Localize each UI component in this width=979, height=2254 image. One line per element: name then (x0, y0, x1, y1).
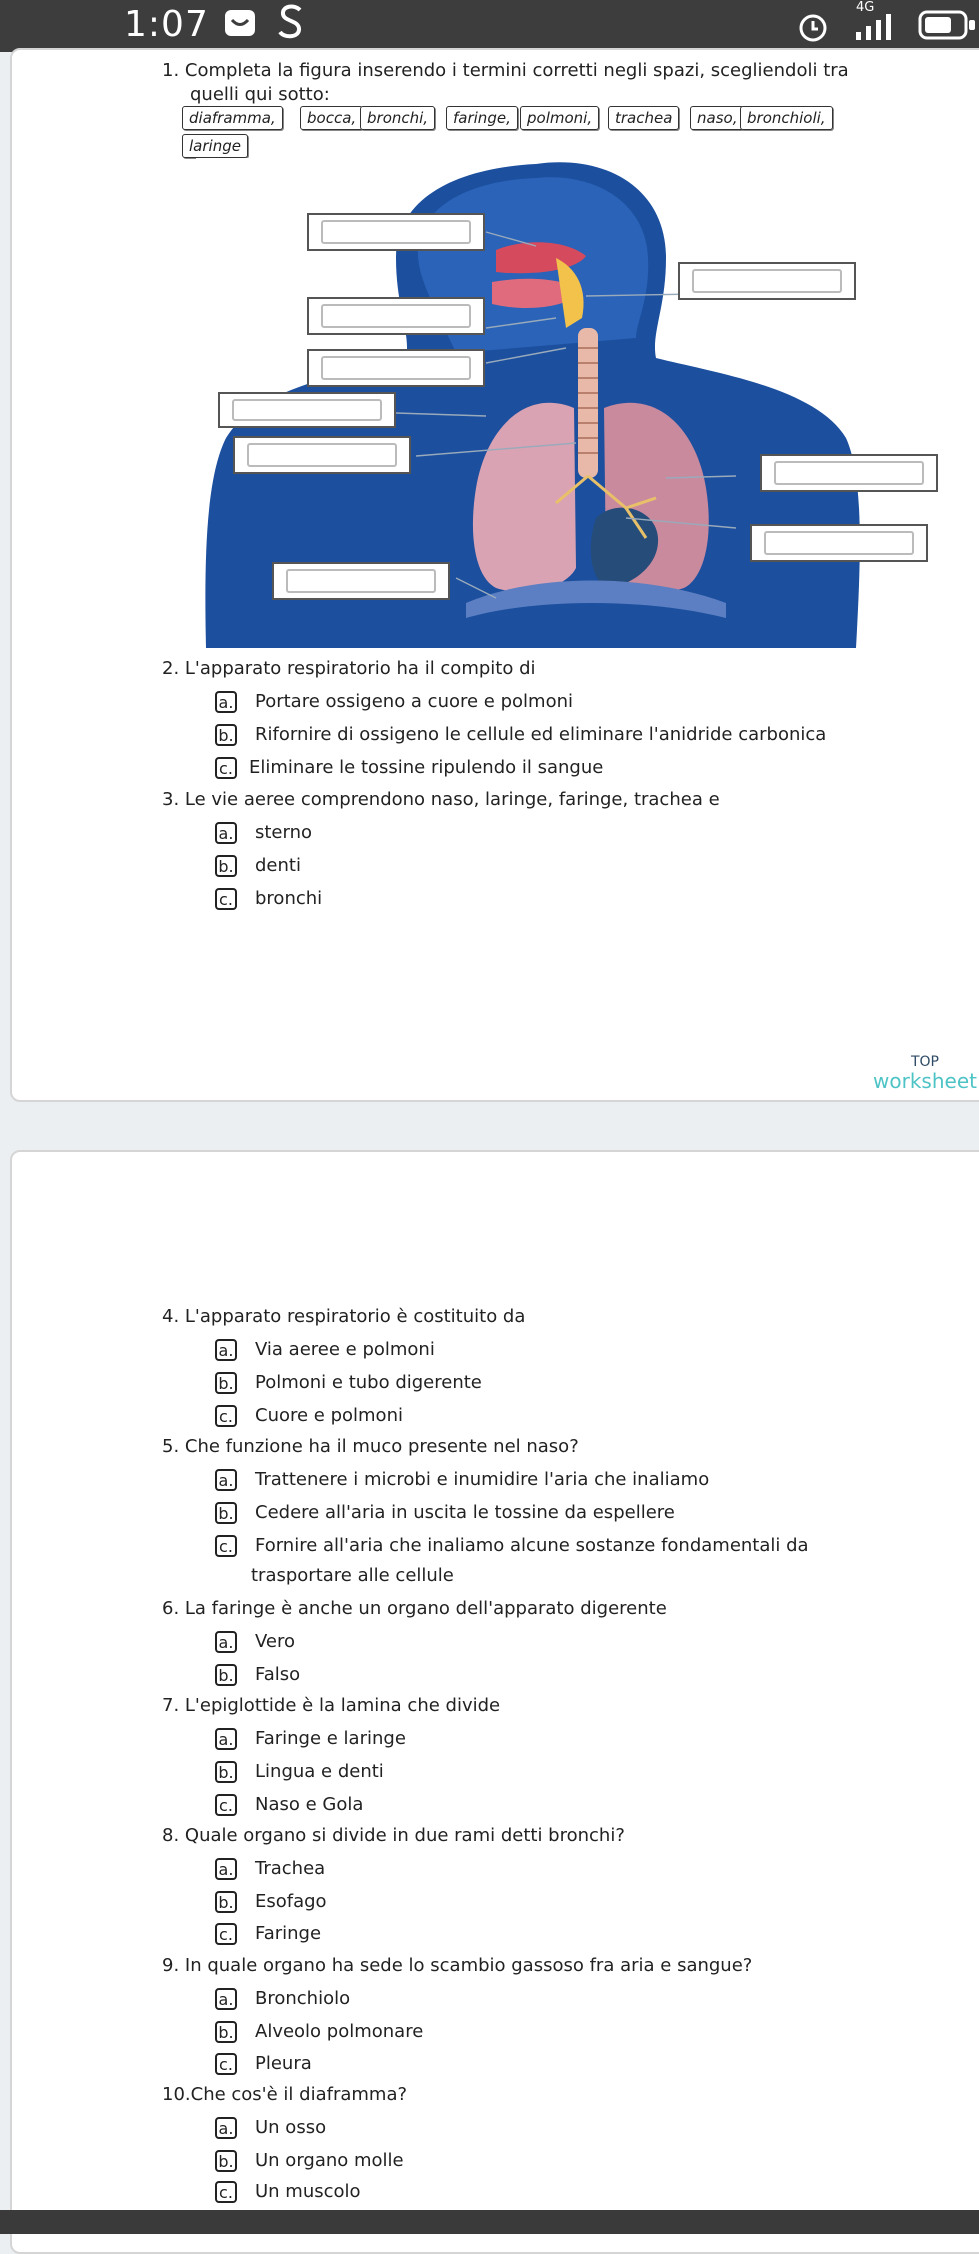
option-text-continued: trasportare alle cellule (251, 1565, 454, 1586)
option-text: Falso (255, 1664, 301, 1685)
answer-option[interactable] (215, 822, 312, 844)
question-1-text-2: quelli qui sotto: (190, 84, 330, 105)
word-chip[interactable]: diaframma, (182, 106, 283, 130)
option-letter: c. (215, 1535, 237, 1557)
option-text: denti (255, 855, 301, 876)
option-letter: a. (215, 1469, 237, 1491)
label-box[interactable] (760, 454, 938, 492)
option-letter: b. (215, 1502, 237, 1524)
answer-option[interactable] (215, 888, 322, 910)
answer-option[interactable] (215, 1631, 295, 1653)
logo-top: TOP (910, 1054, 939, 1070)
topworksheets-logo (870, 1054, 979, 1092)
question-9-text: 9. In quale organo ha sede lo scambio gassoso fra aria e sangue? (162, 1955, 753, 1976)
signal-icon (852, 12, 902, 46)
option-text: Bronchiolo (255, 1988, 351, 2009)
word-chip[interactable]: faringe, (446, 106, 518, 130)
option-text: Trattenere i microbi e inumidire l'aria che inaliamo (255, 1469, 710, 1490)
option-letter: a. (215, 1988, 237, 2010)
word-chip[interactable]: bronchi, (360, 106, 435, 130)
s-app-icon (276, 2, 306, 46)
option-letter: a. (215, 2117, 237, 2139)
option-letter: a. (215, 691, 237, 713)
option-letter: b. (215, 855, 237, 877)
option-text: Alveolo polmonare (255, 2021, 424, 2042)
option-text: Polmoni e tubo digerente (255, 1372, 482, 1393)
option-text: Un organo molle (255, 2150, 404, 2171)
option-letter: c. (215, 888, 237, 910)
answer-option[interactable] (215, 1923, 321, 1945)
network-label: 4G (856, 0, 875, 15)
question-10-text: 10.Che cos'è il diaframma? (162, 2084, 408, 2105)
option-text: Faringe e laringe (255, 1728, 406, 1749)
question-6-text: 6. La faringe è anche un organo dell'apparato digerente (162, 1598, 667, 1619)
option-letter: b. (215, 724, 237, 746)
option-text: Esofago (255, 1891, 327, 1912)
answer-option[interactable] (215, 2053, 312, 2075)
option-text: Rifornire di ossigeno le cellule ed eliminare l'anidride carbonica (255, 724, 827, 745)
word-chip[interactable]: laringe (182, 134, 248, 158)
question-1-text: 1. Completa la figura inserendo i termini corretti negli spazi, scegliendoli tra (162, 60, 849, 81)
answer-option[interactable] (215, 1405, 403, 1427)
question-2-text: 2. L'apparato respiratorio ha il compito di (162, 658, 536, 679)
answer-option[interactable] (215, 1535, 809, 1557)
answer-option[interactable] (215, 1891, 327, 1913)
battery-icon (918, 10, 979, 46)
option-letter: a. (215, 1631, 237, 1653)
question-4-text: 4. L'apparato respiratorio è costituito da (162, 1306, 526, 1327)
status-time: 1:07 (124, 4, 209, 45)
question-7-text: 7. L'epiglottide è la lamina che divide (162, 1695, 501, 1716)
option-letter: b. (215, 2021, 237, 2043)
option-letter: a. (215, 1858, 237, 1880)
option-letter: a. (215, 1728, 237, 1750)
answer-option[interactable] (215, 1794, 363, 1816)
answer-option[interactable] (215, 1858, 325, 1880)
answer-option[interactable] (215, 1502, 675, 1524)
answer-option[interactable] (215, 855, 301, 877)
option-letter: c. (215, 2181, 237, 2203)
question-5-text: 5. Che funzione ha il muco presente nel naso? (162, 1436, 579, 1457)
question-3-text: 3. Le vie aeree comprendono naso, laringe, faringe, trachea e (162, 789, 720, 810)
answer-option[interactable] (215, 1988, 350, 2010)
alarm-icon (796, 10, 830, 48)
option-text: Via aeree e polmoni (255, 1339, 435, 1360)
label-box[interactable] (750, 524, 928, 562)
option-text: bronchi (255, 888, 323, 909)
option-text: Faringe (255, 1923, 322, 1944)
option-letter: c. (215, 757, 237, 779)
label-box[interactable] (272, 562, 450, 600)
navigation-bar (0, 2210, 979, 2234)
answer-option[interactable] (215, 1728, 406, 1750)
option-letter: a. (215, 822, 237, 844)
answer-option[interactable] (215, 2181, 361, 2203)
option-letter: b. (215, 1891, 237, 1913)
label-box[interactable] (233, 436, 411, 474)
word-chip[interactable]: trachea (608, 106, 679, 130)
word-chip[interactable]: polmoni, (520, 106, 599, 130)
option-text: Eliminare le tossine ripulendo il sangue (249, 757, 604, 778)
option-letter: c. (215, 1794, 237, 1816)
option-letter: c. (215, 1405, 237, 1427)
option-text: Cuore e polmoni (255, 1405, 403, 1426)
logo-bottom: worksheet (873, 1069, 977, 1093)
answer-option[interactable] (215, 2021, 423, 2043)
option-letter: c. (215, 2053, 237, 2075)
option-text: Pleura (255, 2053, 312, 2074)
question-8-text: 8. Quale organo si divide in due rami detti bronchi? (162, 1825, 625, 1846)
option-text: Lingua e denti (255, 1761, 384, 1782)
option-letter: b. (215, 2150, 237, 2172)
answer-option[interactable] (215, 1761, 384, 1783)
answer-option[interactable] (215, 757, 603, 779)
answer-option[interactable] (215, 2150, 404, 2172)
option-letter: b. (215, 1761, 237, 1783)
answer-option[interactable] (215, 724, 826, 746)
label-box[interactable] (218, 392, 396, 428)
word-chip[interactable]: naso, (690, 106, 744, 130)
option-text: Portare ossigeno a cuore e polmoni (255, 691, 573, 712)
option-letter: c. (215, 1923, 237, 1945)
answer-option[interactable] (215, 691, 573, 713)
app-notification-icon (222, 6, 262, 44)
option-text: Cedere all'aria in uscita le tossine da espellere (255, 1502, 675, 1523)
option-text: sterno (255, 822, 313, 843)
status-bar (0, 0, 979, 52)
option-text: Fornire all'aria che inaliamo alcune sostanze fondamentali da (255, 1535, 809, 1556)
option-text: Un osso (255, 2117, 327, 2138)
answer-option[interactable] (215, 1372, 482, 1394)
word-chip[interactable]: bocca, (300, 106, 363, 130)
option-text: Trachea (255, 1858, 326, 1879)
word-chip[interactable]: bronchioli, (740, 106, 833, 130)
label-box[interactable] (307, 349, 485, 387)
option-text: Un muscolo (255, 2181, 361, 2202)
answer-option[interactable] (215, 1339, 435, 1361)
answer-option[interactable] (215, 1469, 709, 1491)
label-box[interactable] (307, 213, 485, 251)
answer-option[interactable] (215, 1664, 300, 1686)
option-text: Vero (255, 1631, 296, 1652)
option-letter: b. (215, 1664, 237, 1686)
label-box[interactable] (307, 297, 485, 335)
option-letter: a. (215, 1339, 237, 1361)
option-text: Naso e Gola (255, 1794, 364, 1815)
label-box[interactable] (678, 262, 856, 300)
option-letter: b. (215, 1372, 237, 1394)
answer-option[interactable] (215, 2117, 326, 2139)
